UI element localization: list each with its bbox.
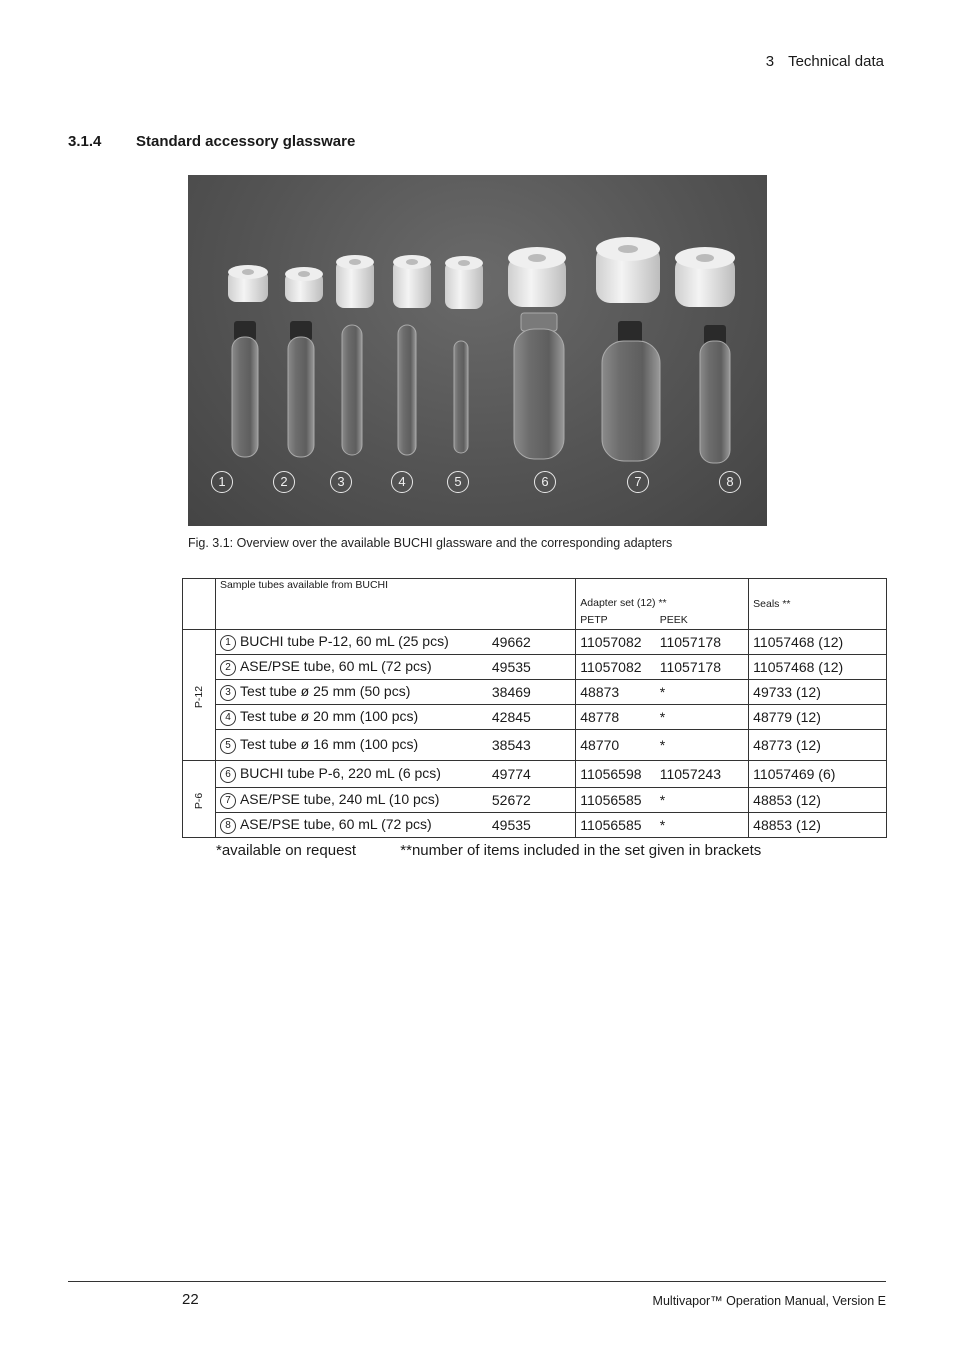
row-peek: * — [656, 730, 749, 761]
page-number: 22 — [182, 1291, 199, 1308]
group-p6-label: P-6 — [192, 792, 205, 810]
figure-label-8: 8 — [719, 471, 741, 493]
row-seals: 48853 (12) — [749, 788, 887, 813]
row-name-text: ASE/PSE tube, 240 mL (10 pcs) — [239, 791, 440, 807]
row-number: 6 — [220, 767, 236, 783]
table-row — [183, 655, 887, 680]
row-name-text: BUCHI tube P-12, 60 mL (25 pcs) — [239, 633, 449, 649]
figure-label-3: 3 — [330, 471, 352, 493]
glassware-table — [182, 578, 887, 838]
row-peek: 11057178 — [656, 630, 749, 655]
row-petp: 11057082 — [576, 655, 656, 680]
figure-label-5: 5 — [447, 471, 469, 493]
row-seals: 48779 (12) — [749, 705, 887, 730]
row-name-text: Test tube ø 25 mm (50 pcs) — [239, 683, 411, 699]
row-peek: * — [656, 705, 749, 730]
row-petp: 11057082 — [576, 630, 656, 655]
row-name — [215, 788, 487, 813]
row-number: 2 — [220, 660, 236, 676]
header-adapter-set: Adapter set (12) ** — [576, 579, 749, 612]
row-petp: 11056585 — [576, 788, 656, 813]
adapter-2 — [285, 267, 323, 302]
header-sample-tubes: Sample tubes available from BUCHI — [215, 579, 575, 630]
row-petp: 48873 — [576, 680, 656, 705]
row-name — [215, 813, 487, 838]
row-number: 7 — [220, 793, 236, 809]
row-number: 8 — [220, 818, 236, 834]
row-petp: 48770 — [576, 730, 656, 761]
row-code: 49535 — [488, 655, 576, 680]
adapter-5 — [445, 256, 483, 309]
adapter-6 — [508, 247, 566, 307]
glassware-illustration — [188, 175, 767, 526]
row-petp: 11056585 — [576, 813, 656, 838]
row-seals: 11057469 (6) — [749, 761, 887, 788]
table-row — [183, 761, 887, 788]
row-peek: * — [656, 788, 749, 813]
manual-title: Multivapor™ Operation Manual, Version E — [652, 1294, 886, 1308]
group-p12-label: P-12 — [192, 685, 205, 709]
figure-label-4: 4 — [391, 471, 413, 493]
adapter-8 — [675, 247, 735, 307]
row-name — [215, 655, 487, 680]
table-row — [183, 813, 887, 838]
row-seals: 48853 (12) — [749, 813, 887, 838]
row-seals: 49733 (12) — [749, 680, 887, 705]
row-name — [215, 680, 487, 705]
header-petp: PETP — [576, 611, 656, 630]
row-number: 3 — [220, 685, 236, 701]
table-row — [183, 705, 887, 730]
figure-label-1: 1 — [211, 471, 233, 493]
row-name-text: BUCHI tube P-6, 220 mL (6 pcs) — [239, 765, 441, 781]
row-peek: * — [656, 680, 749, 705]
table-row — [183, 680, 887, 705]
row-peek: * — [656, 813, 749, 838]
row-name — [215, 630, 487, 655]
header-seals: Seals ** — [749, 579, 887, 630]
row-seals: 11057468 (12) — [749, 630, 887, 655]
row-number: 5 — [220, 738, 236, 754]
table-notes — [216, 842, 761, 859]
figure-caption: Fig. 3.1: Overview over the available BUCHI glassware and the corresponding adapters — [188, 536, 673, 550]
section-number: 3.1.4 — [68, 133, 102, 150]
row-name-text: ASE/PSE tube, 60 mL (72 pcs) — [239, 658, 432, 674]
adapter-3 — [336, 255, 374, 308]
section-heading — [68, 133, 355, 150]
row-code: 49662 — [488, 630, 576, 655]
table-row — [183, 788, 887, 813]
row-name — [215, 761, 487, 788]
row-seals: 11057468 (12) — [749, 655, 887, 680]
row-petp: 48778 — [576, 705, 656, 730]
row-seals: 48773 (12) — [749, 730, 887, 761]
row-code: 49535 — [488, 813, 576, 838]
row-number: 1 — [220, 635, 236, 651]
header-peek: PEEK — [656, 611, 749, 630]
chapter-title: Technical data — [788, 53, 884, 70]
figure-label-2: 2 — [273, 471, 295, 493]
row-code: 52672 — [488, 788, 576, 813]
chapter-number: 3 — [765, 53, 775, 70]
figure-label-6: 6 — [534, 471, 556, 493]
row-code: 38543 — [488, 730, 576, 761]
row-name — [215, 730, 487, 761]
row-code: 38469 — [488, 680, 576, 705]
figure-label-7: 7 — [627, 471, 649, 493]
adapter-7 — [596, 237, 660, 303]
note-available-on-request: *available on request — [216, 842, 357, 859]
table-corner — [183, 579, 216, 630]
section-title: Standard accessory glassware — [136, 133, 356, 150]
row-peek: 11057178 — [656, 655, 749, 680]
running-header — [766, 53, 884, 70]
row-code: 42845 — [488, 705, 576, 730]
row-code: 49774 — [488, 761, 576, 788]
adapter-4 — [393, 255, 431, 308]
glassware-photo — [188, 175, 767, 526]
row-name-text: Test tube ø 20 mm (100 pcs) — [239, 708, 419, 724]
group-p6 — [183, 761, 216, 838]
row-name-text: ASE/PSE tube, 60 mL (72 pcs) — [239, 816, 432, 832]
row-name — [215, 705, 487, 730]
group-p12 — [183, 630, 216, 761]
note-items-in-brackets: **number of items included in the set given in brackets — [400, 842, 762, 859]
table-row — [183, 630, 887, 655]
row-name-text: Test tube ø 16 mm (100 pcs) — [239, 736, 419, 752]
footer-divider — [68, 1281, 886, 1282]
row-peek: 11057243 — [656, 761, 749, 788]
table-row — [183, 730, 887, 761]
row-number: 4 — [220, 710, 236, 726]
adapter-1 — [228, 265, 268, 302]
row-petp: 11056598 — [576, 761, 656, 788]
